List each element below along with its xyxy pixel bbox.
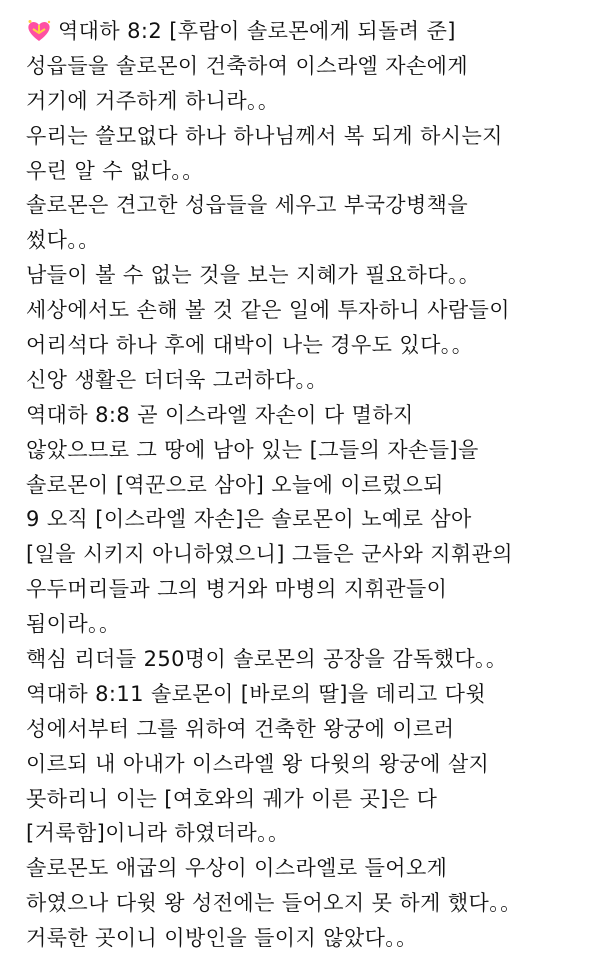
note-line: 남들이 볼 수 없는 것을 보는 지혜가 필요하다。。 (26, 263, 481, 288)
note-line: 세상에서도 손해 볼 것 같은 일에 투자하니 사람들이 (26, 298, 510, 323)
note-line: 이르되 내 아내가 이스라엘 왕 다윗의 왕궁에 살지 (26, 751, 490, 776)
note-line: 거룩한 곳이니 이방인을 들이지 않았다。。 (26, 926, 418, 951)
note-line: 않았으므로 그 땅에 남아 있는 [그들의 자손들]을 (26, 437, 479, 462)
note-line: 우리는 쓸모없다 하나 하나님께서 복 되게 하시는지 (26, 123, 503, 148)
note-line: [일을 시키지 아니하였으니] 그들은 군사와 지휘관의 (26, 542, 513, 567)
note-line: 어리석다 하나 후에 대박이 나는 경우도 있다。。 (26, 333, 474, 358)
note-body (26, 14, 592, 956)
note-line: 솔로몬도 애굽의 우상이 이스라엘로 들어오게 (26, 856, 448, 881)
note-line: 못하리니 이는 [여호와의 궤가 이른 곳]은 다 (26, 786, 438, 811)
note-line: 됨이라。。 (26, 612, 121, 637)
note-line-text: 역대하 8:2 [후람이 솔로몬에게 되돌려 준] (58, 19, 456, 43)
note-line: 신앙 생활은 더더욱 그러하다。。 (26, 367, 328, 392)
note-line: 우두머리들과 그의 병거와 마병의 지휘관들이 (26, 577, 448, 602)
note-line: 9 오직 [이스라엘 자손]은 솔로몬이 노예로 삼아 (26, 507, 472, 532)
note-line: [거룩함]이니라 하였더라。。 (26, 821, 290, 846)
note-line: 성읍들을 솔로몬이 건축하여 이스라엘 자손에게 (26, 53, 469, 78)
note-line: 성에서부터 그를 위하여 건축한 왕궁에 이르러 (26, 716, 455, 741)
note-line: 역대하 8:8 곧 이스라엘 자손이 다 멸하지 (26, 402, 414, 427)
sparkling-heart-icon (26, 19, 52, 43)
note-line: 역대하 8:11 솔로몬이 [바로의 딸]을 데리고 다윗 (26, 681, 487, 706)
note-line (26, 14, 592, 49)
note-line: 하였으나 다윗 왕 성전에는 들어오지 못 하게 했다。。 (26, 891, 522, 916)
note-line: 썼다。。 (26, 228, 100, 253)
note-line: 거기에 거주하게 하니라。。 (26, 88, 280, 113)
note-line: 핵심 리더들 250명이 솔로몬의 공장을 감독했다。。 (26, 647, 508, 672)
note-line: 우린 알 수 없다。。 (26, 158, 204, 183)
note-line: 솔로몬이 [역꾼으로 삼아] 오늘에 이르렀으되 (26, 472, 444, 497)
note-line: 솔로몬은 견고한 성읍들을 세우고 부국강병책을 (26, 193, 469, 218)
